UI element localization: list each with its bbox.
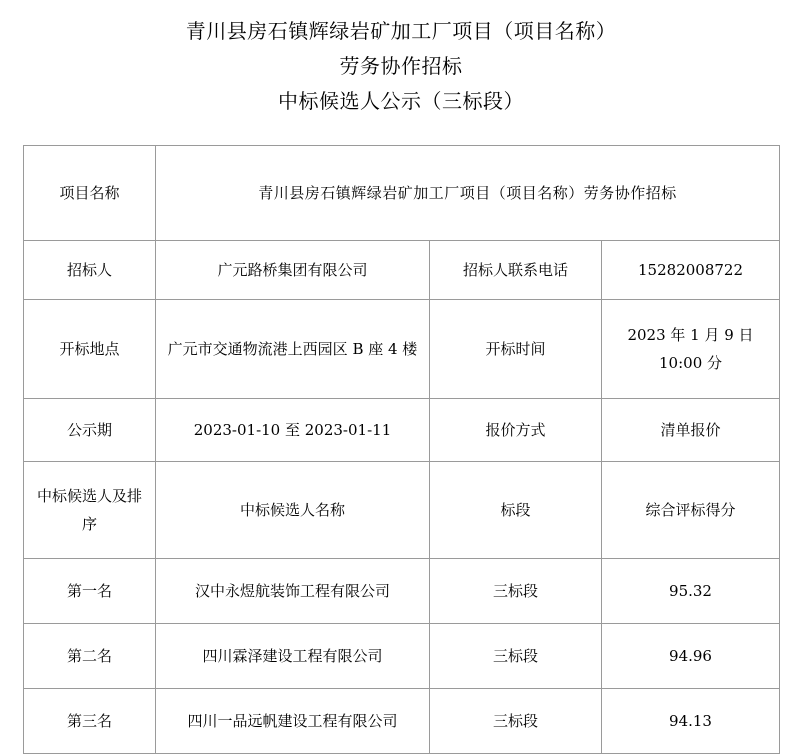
candidate-section: 三标段	[430, 559, 602, 624]
table-row	[24, 241, 780, 300]
quotation-method-label: 报价方式	[430, 399, 602, 462]
tenderer-value: 广元路桥集团有限公司	[156, 241, 430, 300]
table-row	[24, 146, 780, 241]
tenderer-phone-label: 招标人联系电话	[430, 241, 602, 300]
candidate-section: 三标段	[430, 689, 602, 754]
candidate-score: 95.32	[602, 559, 780, 624]
bid-open-place-label: 开标地点	[24, 300, 156, 399]
candidate-rank: 第三名	[24, 689, 156, 754]
bid-open-place-value: 广元市交通物流港上西园区 B 座 4 楼	[156, 300, 430, 399]
project-name-value: 青川县房石镇辉绿岩矿加工厂项目（项目名称）劳务协作招标	[156, 146, 780, 241]
section-header: 标段	[430, 462, 602, 559]
publicity-period-value: 2023-01-10 至 2023-01-11	[156, 399, 430, 462]
project-name-label: 项目名称	[24, 146, 156, 241]
table-row	[24, 300, 780, 399]
bid-information-table	[23, 145, 780, 754]
publicity-period-label: 公示期	[24, 399, 156, 462]
candidate-rank: 第二名	[24, 624, 156, 689]
quotation-method-value: 清单报价	[602, 399, 780, 462]
score-header: 综合评标得分	[602, 462, 780, 559]
table-row	[24, 624, 780, 689]
table-row	[24, 559, 780, 624]
bid-information-table-wrapper	[23, 145, 779, 754]
candidate-name: 四川霖泽建设工程有限公司	[156, 624, 430, 689]
table-row	[24, 399, 780, 462]
candidate-rank: 第一名	[24, 559, 156, 624]
document-title	[0, 0, 802, 119]
candidate-score: 94.96	[602, 624, 780, 689]
title-line-3: 中标候选人公示（三标段）	[278, 89, 524, 113]
title-line-1: 青川县房石镇辉绿岩矿加工厂项目（项目名称）	[185, 19, 617, 43]
bid-open-time-label: 开标时间	[430, 300, 602, 399]
tenderer-label: 招标人	[24, 241, 156, 300]
table-row	[24, 689, 780, 754]
candidate-score: 94.13	[602, 689, 780, 754]
candidate-name-header: 中标候选人名称	[156, 462, 430, 559]
title-line-2: 劳务协作招标	[339, 54, 463, 78]
candidates-label: 中标候选人及排序	[24, 462, 156, 559]
candidate-name: 四川一品远帆建设工程有限公司	[156, 689, 430, 754]
tenderer-phone-value: 15282008722	[602, 241, 780, 300]
bid-open-time-value: 2023 年 1 月 9 日 10:00 分	[602, 300, 780, 399]
candidate-section: 三标段	[430, 624, 602, 689]
table-header-row	[24, 462, 780, 559]
candidate-name: 汉中永煜航装饰工程有限公司	[156, 559, 430, 624]
